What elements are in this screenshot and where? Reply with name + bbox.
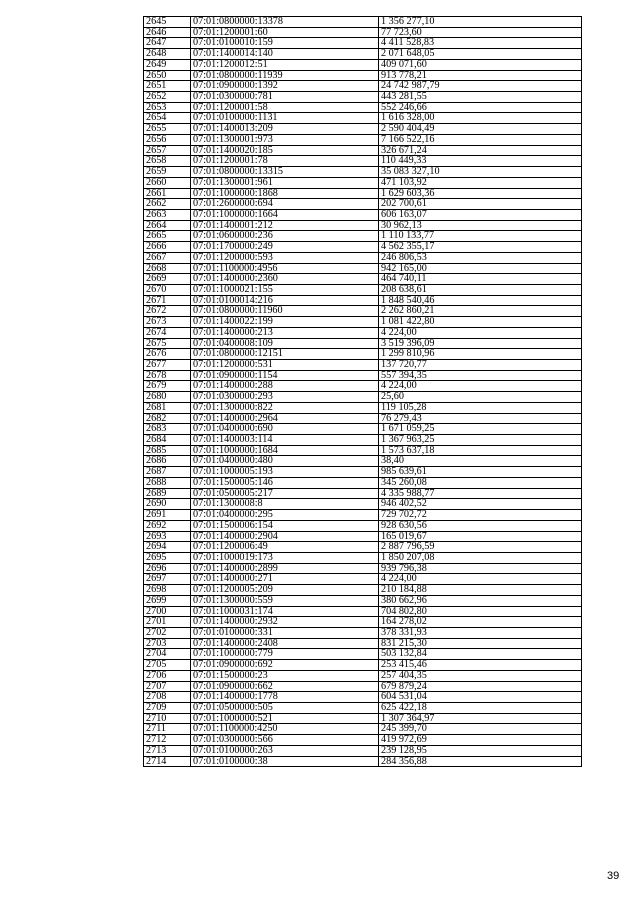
table-row (144, 595, 582, 606)
value-cell: 443 281,55 (379, 92, 582, 103)
value-cell: 164 278,02 (379, 617, 582, 628)
cadastral-number-cell: 07:01:1400000:271 (191, 574, 379, 585)
value-cell: 7 166 522,16 (379, 134, 582, 145)
table-row (144, 499, 582, 510)
value-cell: 1 629 603,36 (379, 188, 582, 199)
cadastral-number-cell: 07:01:1500000:23 (191, 670, 379, 681)
row-number-cell: 2686 (144, 456, 191, 467)
cadastral-number-cell: 07:01:1300008:8 (191, 499, 379, 510)
cadastral-number-cell: 07:01:0900000:1154 (191, 370, 379, 381)
cadastral-number-cell: 07:01:0300000:293 (191, 392, 379, 403)
row-number-cell: 2710 (144, 713, 191, 724)
table-row (144, 17, 582, 28)
row-number-cell: 2670 (144, 284, 191, 295)
row-number-cell: 2684 (144, 435, 191, 446)
row-number-cell: 2699 (144, 595, 191, 606)
row-number-cell: 2679 (144, 381, 191, 392)
row-number-cell: 2680 (144, 392, 191, 403)
cadastral-table (143, 16, 582, 767)
value-cell: 257 404,35 (379, 670, 582, 681)
table-row (144, 317, 582, 328)
row-number-cell: 2658 (144, 156, 191, 167)
table-row (144, 542, 582, 553)
value-cell: 4 335 988,77 (379, 488, 582, 499)
cadastral-number-cell: 07:01:1200000:531 (191, 360, 379, 371)
row-number-cell: 2672 (144, 306, 191, 317)
row-number-cell: 2705 (144, 660, 191, 671)
cadastral-number-cell: 07:01:0900000:1392 (191, 81, 379, 92)
page-number: 39 (607, 870, 620, 882)
row-number-cell: 2696 (144, 563, 191, 574)
row-number-cell: 2657 (144, 145, 191, 156)
cadastral-number-cell: 07:01:0400000:480 (191, 456, 379, 467)
table-row (144, 756, 582, 767)
table-body (144, 17, 582, 767)
value-cell: 419 972,69 (379, 735, 582, 746)
value-cell: 913 778,21 (379, 70, 582, 81)
value-cell: 76 279,43 (379, 413, 582, 424)
value-cell: 942 165,00 (379, 263, 582, 274)
table-row (144, 735, 582, 746)
table-row (144, 327, 582, 338)
value-cell: 1 299 810,96 (379, 349, 582, 360)
table-row (144, 552, 582, 563)
row-number-cell: 2677 (144, 360, 191, 371)
table-row (144, 252, 582, 263)
value-cell: 1 356 277,10 (379, 17, 582, 28)
table-row (144, 424, 582, 435)
row-number-cell: 2704 (144, 649, 191, 660)
table-row (144, 477, 582, 488)
table-row (144, 177, 582, 188)
table-row (144, 231, 582, 242)
table-row (144, 188, 582, 199)
table-row (144, 392, 582, 403)
cadastral-number-cell: 07:01:0600000:236 (191, 231, 379, 242)
table-row (144, 649, 582, 660)
cadastral-number-cell: 07:01:1400020:185 (191, 145, 379, 156)
value-cell: 380 662,96 (379, 595, 582, 606)
value-cell: 503 132,84 (379, 649, 582, 660)
cadastral-number-cell: 07:01:1000019:173 (191, 552, 379, 563)
row-number-cell: 2664 (144, 220, 191, 231)
value-cell: 202 700,61 (379, 199, 582, 210)
table-row (144, 92, 582, 103)
value-cell: 245 399,70 (379, 724, 582, 735)
table-row (144, 445, 582, 456)
table-row (144, 670, 582, 681)
table-row (144, 563, 582, 574)
table-row (144, 467, 582, 478)
row-number-cell: 2689 (144, 488, 191, 499)
cadastral-number-cell: 07:01:1300000:559 (191, 595, 379, 606)
row-number-cell: 2683 (144, 424, 191, 435)
value-cell: 928 630,56 (379, 520, 582, 531)
value-cell: 1 671 059,25 (379, 424, 582, 435)
cadastral-number-cell: 07:01:0100000:263 (191, 745, 379, 756)
row-number-cell: 2712 (144, 735, 191, 746)
cadastral-number-cell: 07:01:1200001:58 (191, 102, 379, 113)
table-row (144, 145, 582, 156)
value-cell: 137 720,77 (379, 360, 582, 371)
table-row (144, 38, 582, 49)
row-number-cell: 2667 (144, 252, 191, 263)
table-row (144, 745, 582, 756)
table-row (144, 59, 582, 70)
row-number-cell: 2676 (144, 349, 191, 360)
cadastral-number-cell: 07:01:1400001:212 (191, 220, 379, 231)
row-number-cell: 2687 (144, 467, 191, 478)
cadastral-number-cell: 07:01:0500005:217 (191, 488, 379, 499)
row-number-cell: 2688 (144, 477, 191, 488)
value-cell: 4 224,00 (379, 574, 582, 585)
cadastral-number-cell: 07:01:0400000:690 (191, 424, 379, 435)
row-number-cell: 2652 (144, 92, 191, 103)
cadastral-number-cell: 07:01:1200005:209 (191, 585, 379, 596)
value-cell: 4 224,00 (379, 381, 582, 392)
cadastral-number-cell: 07:01:1300001:961 (191, 177, 379, 188)
row-number-cell: 2714 (144, 756, 191, 767)
cadastral-number-cell: 07:01:0900000:662 (191, 681, 379, 692)
value-cell: 552 246,66 (379, 102, 582, 113)
row-number-cell: 2653 (144, 102, 191, 113)
value-cell: 985 639,61 (379, 467, 582, 478)
cadastral-number-cell: 07:01:1000000:1868 (191, 188, 379, 199)
cadastral-number-cell: 07:01:0300000:781 (191, 92, 379, 103)
row-number-cell: 2662 (144, 199, 191, 210)
value-cell: 679 879,24 (379, 681, 582, 692)
row-number-cell: 2693 (144, 531, 191, 542)
cadastral-number-cell: 07:01:0400000:295 (191, 510, 379, 521)
table-row (144, 81, 582, 92)
cadastral-number-cell: 07:01:1000031:174 (191, 606, 379, 617)
row-number-cell: 2692 (144, 520, 191, 531)
table-row (144, 167, 582, 178)
row-number-cell: 2655 (144, 124, 191, 135)
row-number-cell: 2707 (144, 681, 191, 692)
value-cell: 946 402,52 (379, 499, 582, 510)
value-cell: 284 356,88 (379, 756, 582, 767)
value-cell: 165 019,67 (379, 531, 582, 542)
cadastral-number-cell: 07:01:1400000:2899 (191, 563, 379, 574)
row-number-cell: 2694 (144, 542, 191, 553)
row-number-cell: 2691 (144, 510, 191, 521)
table-row (144, 617, 582, 628)
value-cell: 345 260,08 (379, 477, 582, 488)
value-cell: 1 367 963,25 (379, 435, 582, 446)
value-cell: 24 742 987,79 (379, 81, 582, 92)
cadastral-number-cell: 07:01:0800000:11939 (191, 70, 379, 81)
cadastral-number-cell: 07:01:0400008:109 (191, 338, 379, 349)
value-cell: 2 071 648,05 (379, 49, 582, 60)
table-row (144, 520, 582, 531)
row-number-cell: 2701 (144, 617, 191, 628)
row-number-cell: 2668 (144, 263, 191, 274)
table-row (144, 627, 582, 638)
table-row (144, 134, 582, 145)
value-cell: 77 723,60 (379, 27, 582, 38)
row-number-cell: 2682 (144, 413, 191, 424)
value-cell: 1 616 328,00 (379, 113, 582, 124)
cadastral-number-cell: 07:01:1200001:60 (191, 27, 379, 38)
row-number-cell: 2690 (144, 499, 191, 510)
cadastral-number-cell: 07:01:1200001:78 (191, 156, 379, 167)
cadastral-number-cell: 07:01:1400000:213 (191, 327, 379, 338)
row-number-cell: 2713 (144, 745, 191, 756)
table-row (144, 531, 582, 542)
cadastral-number-cell: 07:01:1100000:4250 (191, 724, 379, 735)
cadastral-number-cell: 07:01:1400000:2964 (191, 413, 379, 424)
value-cell: 110 449,33 (379, 156, 582, 167)
cadastral-number-cell: 07:01:1400000:2408 (191, 638, 379, 649)
value-cell: 604 531,04 (379, 692, 582, 703)
row-number-cell: 2660 (144, 177, 191, 188)
value-cell: 210 184,88 (379, 585, 582, 596)
table-row (144, 209, 582, 220)
cadastral-number-cell: 07:01:0800000:13315 (191, 167, 379, 178)
row-number-cell: 2663 (144, 209, 191, 220)
row-number-cell: 2666 (144, 242, 191, 253)
value-cell: 1 081 422,80 (379, 317, 582, 328)
value-cell: 4 224,00 (379, 327, 582, 338)
value-cell: 119 105,28 (379, 402, 582, 413)
table-row (144, 638, 582, 649)
cadastral-number-cell: 07:01:2600000:694 (191, 199, 379, 210)
table-row (144, 585, 582, 596)
table-row (144, 703, 582, 714)
table-row (144, 49, 582, 60)
value-cell: 2 887 796,59 (379, 542, 582, 553)
table-row (144, 360, 582, 371)
row-number-cell: 2651 (144, 81, 191, 92)
cadastral-number-cell: 07:01:1400013:209 (191, 124, 379, 135)
cadastral-number-cell: 07:01:1000005:193 (191, 467, 379, 478)
table-row (144, 27, 582, 38)
table-row (144, 413, 582, 424)
value-cell: 606 163,07 (379, 209, 582, 220)
row-number-cell: 2708 (144, 692, 191, 703)
value-cell: 378 331,93 (379, 627, 582, 638)
value-cell: 326 671,24 (379, 145, 582, 156)
cadastral-number-cell: 07:01:0100000:331 (191, 627, 379, 638)
table-row (144, 263, 582, 274)
row-number-cell: 2673 (144, 317, 191, 328)
value-cell: 1 307 364,97 (379, 713, 582, 724)
table-row (144, 488, 582, 499)
table-row (144, 510, 582, 521)
row-number-cell: 2669 (144, 274, 191, 285)
cadastral-number-cell: 07:01:1300001:973 (191, 134, 379, 145)
table-row (144, 456, 582, 467)
value-cell: 471 103,92 (379, 177, 582, 188)
row-number-cell: 2700 (144, 606, 191, 617)
value-cell: 2 590 404,49 (379, 124, 582, 135)
value-cell: 246 806,53 (379, 252, 582, 263)
row-number-cell: 2678 (144, 370, 191, 381)
value-cell: 38,40 (379, 456, 582, 467)
cadastral-number-cell: 07:01:1400000:288 (191, 381, 379, 392)
table-row (144, 113, 582, 124)
table-row (144, 102, 582, 113)
table-row (144, 242, 582, 253)
value-cell: 4 411 528,83 (379, 38, 582, 49)
table-row (144, 274, 582, 285)
cadastral-number-cell: 07:01:0500000:505 (191, 703, 379, 714)
cadastral-number-cell: 07:01:1200000:593 (191, 252, 379, 263)
row-number-cell: 2645 (144, 17, 191, 28)
row-number-cell: 2648 (144, 49, 191, 60)
value-cell: 729 702,72 (379, 510, 582, 521)
table-row (144, 156, 582, 167)
table-row (144, 574, 582, 585)
cadastral-number-cell: 07:01:1100000:4956 (191, 263, 379, 274)
value-cell: 557 394,35 (379, 370, 582, 381)
table-row (144, 692, 582, 703)
row-number-cell: 2675 (144, 338, 191, 349)
cadastral-number-cell: 07:01:0100000:38 (191, 756, 379, 767)
cadastral-number-cell: 07:01:0800000:13378 (191, 17, 379, 28)
value-cell: 1 850 207,08 (379, 552, 582, 563)
value-cell: 3 519 396,09 (379, 338, 582, 349)
cadastral-number-cell: 07:01:0800000:12151 (191, 349, 379, 360)
cadastral-number-cell: 07:01:0800000:11960 (191, 306, 379, 317)
cadastral-number-cell: 07:01:0300000:566 (191, 735, 379, 746)
cadastral-number-cell: 07:01:1400014:140 (191, 49, 379, 60)
value-cell: 35 083 327,10 (379, 167, 582, 178)
table-row (144, 713, 582, 724)
row-number-cell: 2698 (144, 585, 191, 596)
value-cell: 704 802,80 (379, 606, 582, 617)
cadastral-number-cell: 07:01:1000021:155 (191, 284, 379, 295)
row-number-cell: 2703 (144, 638, 191, 649)
row-number-cell: 2665 (144, 231, 191, 242)
value-cell: 1 573 637,18 (379, 445, 582, 456)
table-row (144, 402, 582, 413)
table-row (144, 606, 582, 617)
cadastral-number-cell: 07:01:1400000:2360 (191, 274, 379, 285)
table-row (144, 306, 582, 317)
row-number-cell: 2702 (144, 627, 191, 638)
row-number-cell: 2706 (144, 670, 191, 681)
value-cell: 4 562 355,17 (379, 242, 582, 253)
cadastral-number-cell: 07:01:1200006:49 (191, 542, 379, 553)
table-row (144, 295, 582, 306)
row-number-cell: 2661 (144, 188, 191, 199)
cadastral-number-cell: 07:01:1400000:2904 (191, 531, 379, 542)
value-cell: 30 962,13 (379, 220, 582, 231)
row-number-cell: 2659 (144, 167, 191, 178)
table-row (144, 660, 582, 671)
row-number-cell: 2681 (144, 402, 191, 413)
table-row (144, 70, 582, 81)
row-number-cell: 2656 (144, 134, 191, 145)
row-number-cell: 2646 (144, 27, 191, 38)
table-row (144, 199, 582, 210)
row-number-cell: 2650 (144, 70, 191, 81)
cadastral-number-cell: 07:01:1500005:146 (191, 477, 379, 488)
table-row (144, 338, 582, 349)
cadastral-number-cell: 07:01:0900000:692 (191, 660, 379, 671)
value-cell: 939 796,38 (379, 563, 582, 574)
table-row (144, 724, 582, 735)
value-cell: 239 128,95 (379, 745, 582, 756)
table-row (144, 284, 582, 295)
value-cell: 2 262 860,21 (379, 306, 582, 317)
row-number-cell: 2711 (144, 724, 191, 735)
cadastral-number-cell: 07:01:1200012:51 (191, 59, 379, 70)
row-number-cell: 2685 (144, 445, 191, 456)
row-number-cell: 2671 (144, 295, 191, 306)
cadastral-number-cell: 07:01:1000000:779 (191, 649, 379, 660)
value-cell: 1 110 133,77 (379, 231, 582, 242)
cadastral-number-cell: 07:01:1500006:154 (191, 520, 379, 531)
table-row (144, 381, 582, 392)
value-cell: 464 740,11 (379, 274, 582, 285)
table-row (144, 370, 582, 381)
cadastral-number-cell: 07:01:1000000:1664 (191, 209, 379, 220)
row-number-cell: 2709 (144, 703, 191, 714)
cadastral-number-cell: 07:01:0100014:216 (191, 295, 379, 306)
row-number-cell: 2649 (144, 59, 191, 70)
value-cell: 1 848 540,46 (379, 295, 582, 306)
value-cell: 253 415,46 (379, 660, 582, 671)
cadastral-number-cell: 07:01:1000000:521 (191, 713, 379, 724)
value-cell: 831 215,30 (379, 638, 582, 649)
row-number-cell: 2674 (144, 327, 191, 338)
row-number-cell: 2647 (144, 38, 191, 49)
table-row (144, 220, 582, 231)
row-number-cell: 2654 (144, 113, 191, 124)
cadastral-number-cell: 07:01:1400022:199 (191, 317, 379, 328)
value-cell: 409 071,60 (379, 59, 582, 70)
cadastral-number-cell: 07:01:1400000:2932 (191, 617, 379, 628)
value-cell: 25,60 (379, 392, 582, 403)
row-number-cell: 2695 (144, 552, 191, 563)
cadastral-number-cell: 07:01:1300000:822 (191, 402, 379, 413)
table-row (144, 124, 582, 135)
table-row (144, 349, 582, 360)
cadastral-number-cell: 07:01:0100010:159 (191, 38, 379, 49)
value-cell: 208 638,61 (379, 284, 582, 295)
cadastral-number-cell: 07:01:0100000:1131 (191, 113, 379, 124)
cadastral-number-cell: 07:01:1400000:1778 (191, 692, 379, 703)
table-row (144, 681, 582, 692)
cadastral-number-cell: 07:01:1700000:249 (191, 242, 379, 253)
cadastral-number-cell: 07:01:1400003:114 (191, 435, 379, 446)
table-row (144, 435, 582, 446)
cadastral-number-cell: 07:01:1000000:1684 (191, 445, 379, 456)
row-number-cell: 2697 (144, 574, 191, 585)
value-cell: 625 422,18 (379, 703, 582, 714)
